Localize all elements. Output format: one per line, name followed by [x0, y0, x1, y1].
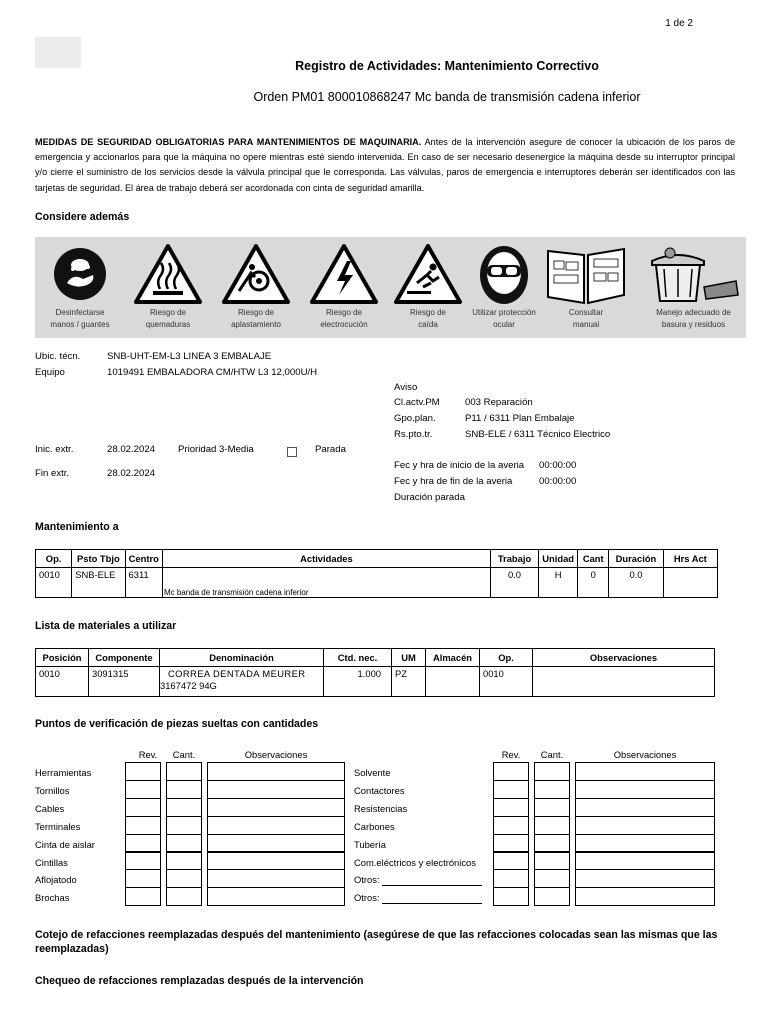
- obs-cell[interactable]: [207, 869, 345, 888]
- mantenimiento-table: [35, 549, 718, 598]
- rev-cell[interactable]: [493, 852, 529, 871]
- check-header-rev: Rev.: [501, 749, 521, 760]
- duracion-label: Duración parada: [394, 492, 465, 503]
- clactv-label: Cl.actv.PM: [394, 397, 440, 408]
- cant-cell[interactable]: [166, 762, 202, 781]
- verificacion-heading: Puntos de verificación de piezas sueltas con cantidades: [35, 718, 319, 730]
- fin-value: 28.02.2024: [107, 468, 156, 479]
- rev-cell[interactable]: [493, 887, 529, 906]
- rev-cell[interactable]: [125, 816, 161, 835]
- fec-fin-value: 00:00:00: [539, 476, 577, 487]
- rev-cell[interactable]: [493, 834, 529, 853]
- fec-inicio-label: Fec y hra de inicio de la averia: [394, 460, 525, 471]
- obs-cell[interactable]: [207, 834, 345, 853]
- equipo-value: 1019491 EMBALADORA CM/HTW L3 12,000U/H: [107, 367, 318, 378]
- banner-item-trash: Manejo adecuado de basura y residuos: [641, 237, 746, 338]
- cant-cell[interactable]: [534, 798, 570, 817]
- clactv-value: 003 Reparación: [465, 397, 533, 408]
- obs-cell[interactable]: [207, 887, 345, 906]
- rev-cell[interactable]: [493, 780, 529, 799]
- check-item-label: Tubería: [354, 838, 386, 850]
- check-item-label: Aflojatodo: [35, 874, 77, 886]
- rev-cell[interactable]: [125, 852, 161, 871]
- materiales-heading: Lista de materiales a utilizar: [35, 620, 177, 632]
- check-item-label: Otros:: [354, 892, 380, 904]
- cant-cell[interactable]: [534, 816, 570, 835]
- hand-wash-icon: [51, 243, 109, 301]
- ubic-value: SNB-UHT-EM-L3 LINEA 3 EMBALAJE: [107, 351, 272, 362]
- rspto-label: Rs.pto.tr.: [394, 429, 433, 440]
- cant-cell[interactable]: [534, 887, 570, 906]
- cant-cell[interactable]: [166, 780, 202, 799]
- fec-fin-label: Fec y hra de fin de la averia: [394, 476, 513, 487]
- check-header-cant: Cant.: [172, 749, 196, 760]
- gpoplan-label: Gpo.plan.: [394, 413, 436, 424]
- mantenimiento-heading: Mantenimiento a: [35, 521, 119, 533]
- inic-label: Inic. extr.: [35, 444, 74, 455]
- aviso-label: Aviso: [394, 382, 418, 393]
- table-row: 0010 SNB-ELE 6311 Mc banda de transmisión cadena inferior 0.0 H 0 0.0: [36, 568, 718, 598]
- crush-hazard-icon: [221, 243, 291, 305]
- check-header-rev: Rev.: [138, 749, 158, 760]
- cotejo-heading: Cotejo de refacciones reemplazadas después del mantenimiento (asegúrese de que las refacciones colocadas sean las mismas que las reemplazadas): [35, 929, 718, 955]
- chequeo-heading: Chequeo de refacciones remplazadas después de la intervención: [35, 975, 364, 987]
- rev-cell[interactable]: [493, 762, 529, 781]
- parada-checkbox[interactable]: [287, 447, 297, 460]
- materiales-table: [35, 648, 715, 697]
- fall-hazard-icon: [393, 243, 463, 305]
- rev-cell[interactable]: [125, 834, 161, 853]
- electric-hazard-icon: [309, 243, 379, 305]
- check-item-label: Com.eléctricos y electrónicos: [354, 856, 476, 868]
- obs-cell[interactable]: [575, 816, 715, 835]
- obs-cell[interactable]: [207, 852, 345, 871]
- check-item-label: Carbones: [354, 820, 395, 832]
- check-item-label: Terminales: [35, 820, 81, 832]
- cant-cell[interactable]: [534, 869, 570, 888]
- safety-heading: MEDIDAS DE SEGURIDAD OBLIGATORIAS PARA MANTENIMIENTOS DE MAQUINARIA.: [35, 137, 422, 147]
- rev-cell[interactable]: [493, 798, 529, 817]
- cant-cell[interactable]: [534, 852, 570, 871]
- banner-item-electric: Riesgo de electrocución: [299, 237, 389, 338]
- obs-cell[interactable]: [575, 780, 715, 799]
- banner-item-hand-wash: Desinfectarse manos / guantes: [35, 237, 125, 338]
- cant-cell[interactable]: [166, 798, 202, 817]
- rspto-value: SNB-ELE / 6311 Técnico Electrico: [465, 429, 611, 440]
- safety-paragraph: [35, 135, 735, 196]
- obs-cell[interactable]: [575, 798, 715, 817]
- check-header-cant: Cant.: [540, 749, 564, 760]
- check-item-label: Tornillos: [35, 784, 70, 796]
- check-item-label: Cintillas: [35, 856, 68, 868]
- cant-cell[interactable]: [166, 834, 202, 853]
- banner-item-crush: Riesgo de aplastamiento: [211, 237, 301, 338]
- inic-value: 28.02.2024: [107, 444, 156, 455]
- cant-cell[interactable]: [534, 762, 570, 781]
- obs-cell[interactable]: [207, 780, 345, 799]
- fin-label: Fin extr.: [35, 468, 70, 479]
- check-item-label: Brochas: [35, 892, 70, 904]
- table-header-row: Op. Psto Tbjo Centro Actividades Trabajo Unidad Cant Duración Hrs Act: [36, 550, 718, 568]
- banner-item-fall: Riesgo de caída: [383, 237, 473, 338]
- check-item-label: Resistencias: [354, 802, 408, 814]
- cant-cell[interactable]: [166, 887, 202, 906]
- check-item-label: Cables: [35, 802, 65, 814]
- obs-cell[interactable]: [207, 816, 345, 835]
- obs-cell[interactable]: [207, 762, 345, 781]
- obs-cell[interactable]: [207, 798, 345, 817]
- burn-hazard-icon: [133, 243, 203, 305]
- page-number: 1 de 2: [665, 18, 693, 29]
- obs-cell[interactable]: [575, 762, 715, 781]
- check-header-obs: Observaciones: [244, 749, 308, 760]
- equipo-label: Equipo: [35, 367, 65, 378]
- cant-cell[interactable]: [166, 869, 202, 888]
- otros-write-line[interactable]: [382, 903, 482, 904]
- rev-cell[interactable]: [493, 816, 529, 835]
- banner-item-burn: Riesgo de quemaduras: [123, 237, 213, 338]
- fec-inicio-value: 00:00:00: [539, 460, 577, 471]
- check-item-label: Cinta de aislar: [35, 838, 95, 850]
- actividad-text: Mc banda de transmisión cadena inferior: [162, 568, 490, 598]
- rev-cell[interactable]: [125, 869, 161, 888]
- table-header-row: Posición Componente Denominación Ctd. nec. UM Almacén Op. Observaciones: [36, 649, 715, 667]
- trash-icon: [646, 243, 742, 305]
- rev-cell[interactable]: [125, 798, 161, 817]
- safety-body: Antes de la intervención asegure de conocer la ubicación de los paros de emergencia y accionarlos para que la máquina no opere mientras esté siendo intervenida. En caso de ser necesario desenergice la máquina desde su interruptor principal y/o cierre el suministro de los servicios desde la válvula principal que le corresponda. Las válvulas, paros de emergencia e interruptores deberán ser identificados con las tarjetas de seguridad. El área de trabajo deberá ser acordonada con cinta de seguridad amarilla.: [35, 137, 736, 193]
- cant-cell[interactable]: [166, 816, 202, 835]
- rev-cell[interactable]: [125, 887, 161, 906]
- document-title: Registro de Actividades: Mantenimiento Correctivo: [295, 59, 599, 73]
- goggles-icon: [475, 243, 533, 305]
- cant-cell[interactable]: [166, 852, 202, 871]
- cant-cell[interactable]: [534, 834, 570, 853]
- banner-item-manual: Consultar manual: [541, 237, 631, 338]
- gpoplan-value: P11 / 6311 Plan Embalaje: [465, 413, 575, 424]
- table-row: 0010 3091315 CORREA DENTADA MEURER 3167472 94G 1.000 PZ 0010: [36, 667, 715, 697]
- otros-write-line[interactable]: [382, 885, 482, 886]
- prioridad-value: Prioridad 3-Media: [178, 444, 254, 455]
- rev-cell[interactable]: [125, 762, 161, 781]
- obs-cell[interactable]: [575, 887, 715, 906]
- ubic-label: Ubic. técn.: [35, 351, 81, 362]
- cant-cell[interactable]: [534, 780, 570, 799]
- obs-cell[interactable]: [575, 869, 715, 888]
- order-subtitle: Orden PM01 800010868247 Mc banda de transmisión cadena inferior: [253, 90, 641, 104]
- rev-cell[interactable]: [125, 780, 161, 799]
- obs-cell[interactable]: [575, 834, 715, 853]
- safety-pictogram-banner: [35, 237, 746, 338]
- obs-cell[interactable]: [575, 852, 715, 871]
- check-item-label: Otros:: [354, 874, 380, 886]
- check-item-label: Solvente: [354, 767, 391, 778]
- check-item-label: Herramientas: [35, 767, 92, 778]
- check-item-label: Contactores: [354, 784, 405, 796]
- manual-icon: [544, 243, 628, 305]
- banner-item-goggles: Utilizar protección ocular: [459, 237, 549, 338]
- consider-heading: Considere además: [35, 211, 130, 223]
- check-header-obs: Observaciones: [613, 749, 677, 760]
- parada-label: Parada: [315, 444, 346, 455]
- rev-cell[interactable]: [493, 869, 529, 888]
